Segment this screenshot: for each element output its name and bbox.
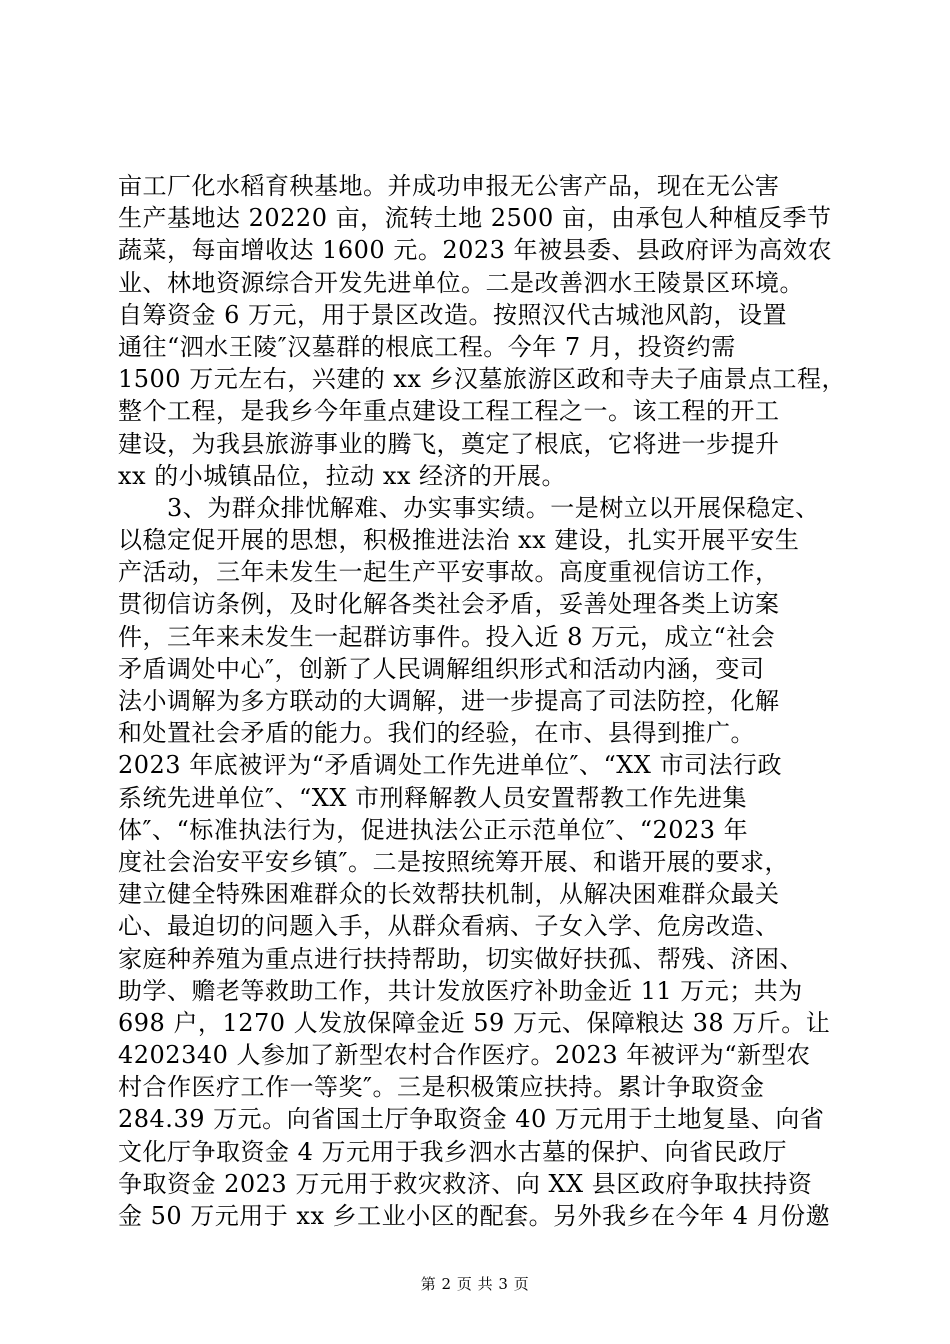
text-line: 和处置社会矛盾的能力。我们的经验，在市、县得到推广。 bbox=[118, 719, 755, 748]
text-line: 自筹资金 6 万元，用于景区改造。按照汉代古城池风韵，设置 bbox=[118, 300, 788, 329]
text-line: 整个工程，是我乡今年重点建设工程工程之一。该工程的开工 bbox=[118, 397, 780, 426]
text-line: 2023 年底被评为“矛盾调处工作先进单位″、“XX 市司法行政 bbox=[118, 751, 783, 780]
text-line: 1500 万元左右，兴建的 xx 乡汉墓旅游区政和寺夫子庙景点工程， bbox=[118, 365, 847, 394]
text-line: 284.39 万元。向省国土厅争取资金 40 万元用于土地复垦、向省 bbox=[118, 1105, 825, 1134]
text-line: 度社会治安平安乡镇″。二是按照统筹开展、和谐开展的要求， bbox=[118, 847, 789, 876]
text-line: 4202340 人参加了新型农村合作医疗。2023 年被评为“新型农 bbox=[118, 1041, 811, 1070]
text-line: 文化厅争取资金 4 万元用于我乡泗水古墓的保护、向省民政厅 bbox=[118, 1137, 788, 1166]
page-number: 第 2 页 共 3 页 bbox=[420, 1275, 530, 1293]
document-body bbox=[118, 170, 847, 1232]
text-line: 亩工厂化水稻育秧基地。并成功申报无公害产品，现在无公害 bbox=[118, 172, 780, 200]
text-line: 生产基地达 20220 亩，流转土地 2500 亩，由承包人种植反季节 bbox=[118, 204, 832, 233]
text-line: 争取资金 2023 万元用于救灾救济、向 XX 县区政府争取扶持资 bbox=[118, 1169, 813, 1198]
text-line: 以稳定促开展的思想，积极推进法治 xx 建设，扎实开展平安生 bbox=[118, 526, 800, 555]
text-line: 体″、“标准执法行为，促进执法公正示范单位″、“2023 年 bbox=[118, 815, 749, 844]
text-line: 心、最迫切的问题入手，从群众看病、子女入学、危房改造、 bbox=[118, 912, 780, 941]
text-line: 矛盾调处中心″，创新了人民调解组织形式和活动内涵，变司 bbox=[118, 654, 765, 683]
text-line: 产活动，三年未发生一起生产平安事故。高度重视信访工作， bbox=[118, 558, 780, 587]
text-line: 通往“泗水王陵″汉墓群的根底工程。今年 7 月，投资约需 bbox=[118, 332, 736, 361]
page-footer bbox=[0, 1274, 950, 1294]
text-line: 系统先进单位″、“XX 市刑释解教人员安置帮教工作先进集 bbox=[118, 783, 748, 812]
text-line: 家庭种养殖为重点进行扶持帮助，切实做好扶孤、帮残、济困、 bbox=[118, 944, 804, 973]
paragraph-start-line: 3、为群众排忧解难、办实事实绩。一是树立以开展保稳定、 bbox=[167, 493, 820, 522]
text-line: 助学、赡老等救助工作，共计发放医疗补助金近 11 万元；共为 bbox=[118, 976, 803, 1005]
text-line: 贯彻信访条例，及时化解各类社会矛盾，妥善处理各类上访案 bbox=[118, 590, 780, 619]
text-line: 法小调解为多方联动的大调解，进一步提高了司法防控，化解 bbox=[118, 687, 780, 715]
text-line: 698 户，1270 人发放保障金近 59 万元、保障粮达 38 万斤。让 bbox=[118, 1008, 831, 1037]
text-line: 蔬菜，每亩增收达 1600 元。2023 年被县委、县政府评为高效农 bbox=[118, 236, 833, 265]
text-line: 村合作医疗工作一等奖″。三是积极策应扶持。累计争取资金 bbox=[118, 1073, 765, 1102]
text-line: 建立健全特殊困难群众的长效帮扶机制，从解决困难群众最关 bbox=[118, 880, 780, 909]
text-line: xx 的小城镇品位，拉动 xx 经济的开展。 bbox=[118, 461, 567, 490]
text-line: 金 50 万元用于 xx 乡工业小区的配套。另外我乡在今年 4 月份邀 bbox=[118, 1202, 831, 1230]
text-line: 建设，为我县旅游事业的腾飞，奠定了根底，它将进一步提升 bbox=[118, 429, 780, 458]
text-line: 件，三年来未发生一起群访事件。投入近 8 万元，成立“社会 bbox=[118, 622, 776, 651]
text-line: 业、林地资源综合开发先进单位。二是改善泗水王陵景区环境。 bbox=[118, 268, 804, 297]
